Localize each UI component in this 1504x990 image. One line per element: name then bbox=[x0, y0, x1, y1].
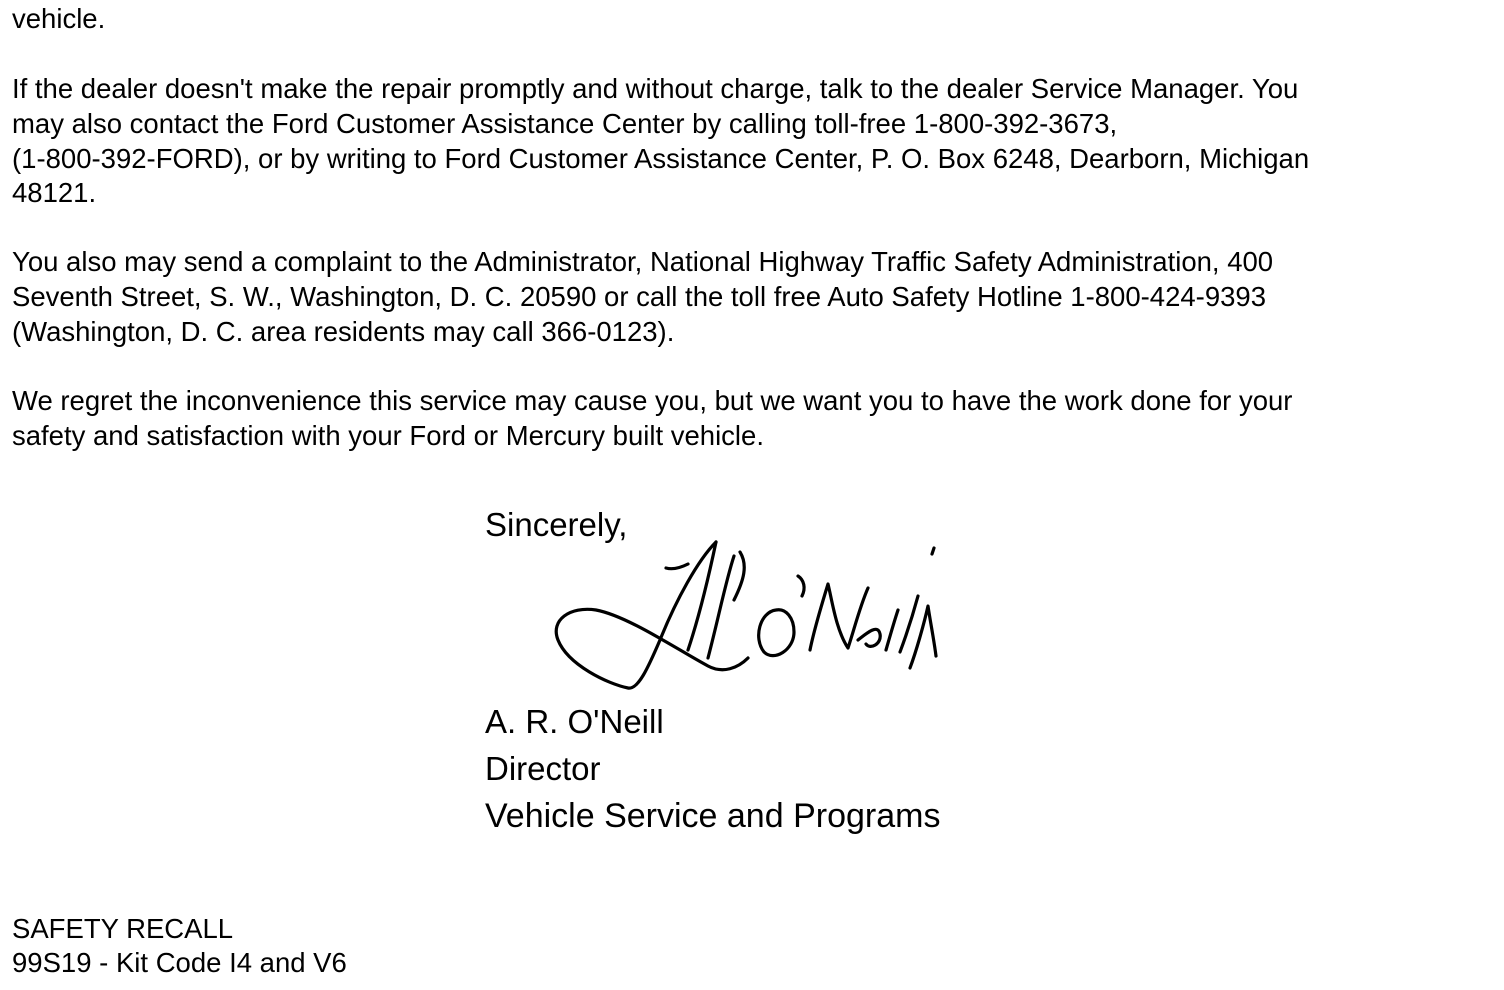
paragraph-line: safety and satisfaction with your Ford or Mercury built vehicle. bbox=[12, 419, 764, 451]
paragraph-line: If the dealer doesn't make the repair promptly and without charge, talk to the dealer Service Manager. You bbox=[12, 73, 1299, 104]
paragraph-nhtsa-complaint bbox=[12, 245, 1273, 349]
paragraph-line: We regret the inconvenience this service may cause you, but we want you to have the work done for your bbox=[12, 385, 1293, 416]
recall-code: 99S19 - Kit Code I4 and V6 bbox=[12, 947, 347, 978]
handwritten-signature-icon bbox=[548, 540, 958, 695]
paragraph-line: vehicle. bbox=[12, 3, 106, 34]
paragraph-line: may also contact the Ford Customer Assistance Center by calling toll-free 1-800-392-3673, bbox=[12, 107, 1118, 139]
paragraph-line: (1-800-392-FORD), or by writing to Ford Customer Assistance Center, P. O. Box 6248, Dearborn, Michigan bbox=[12, 142, 1310, 174]
paragraph-dealer-repair bbox=[12, 72, 1309, 211]
paragraph-line: 48121. bbox=[12, 177, 97, 209]
paragraph-regret bbox=[12, 384, 1292, 454]
paragraph-line: (Washington, D. C. area residents may call 366-0123). bbox=[12, 315, 675, 347]
signer-title: Director bbox=[485, 750, 601, 787]
paragraph-line: Seventh Street, S. W., Washington, D. C. 20590 or call the toll free Auto Safety Hotline 1-800-424-9393 bbox=[12, 280, 1266, 312]
paragraph-line: You also may send a complaint to the Administrator, National Highway Traffic Safety Administration, 400 bbox=[12, 246, 1274, 277]
signer-department: Vehicle Service and Programs bbox=[485, 797, 941, 835]
continuation-text bbox=[12, 2, 105, 37]
signer-name: A. R. O'Neill bbox=[485, 703, 664, 740]
recall-title: SAFETY RECALL bbox=[12, 913, 234, 944]
closing-salutation: Sincerely, bbox=[485, 506, 628, 543]
